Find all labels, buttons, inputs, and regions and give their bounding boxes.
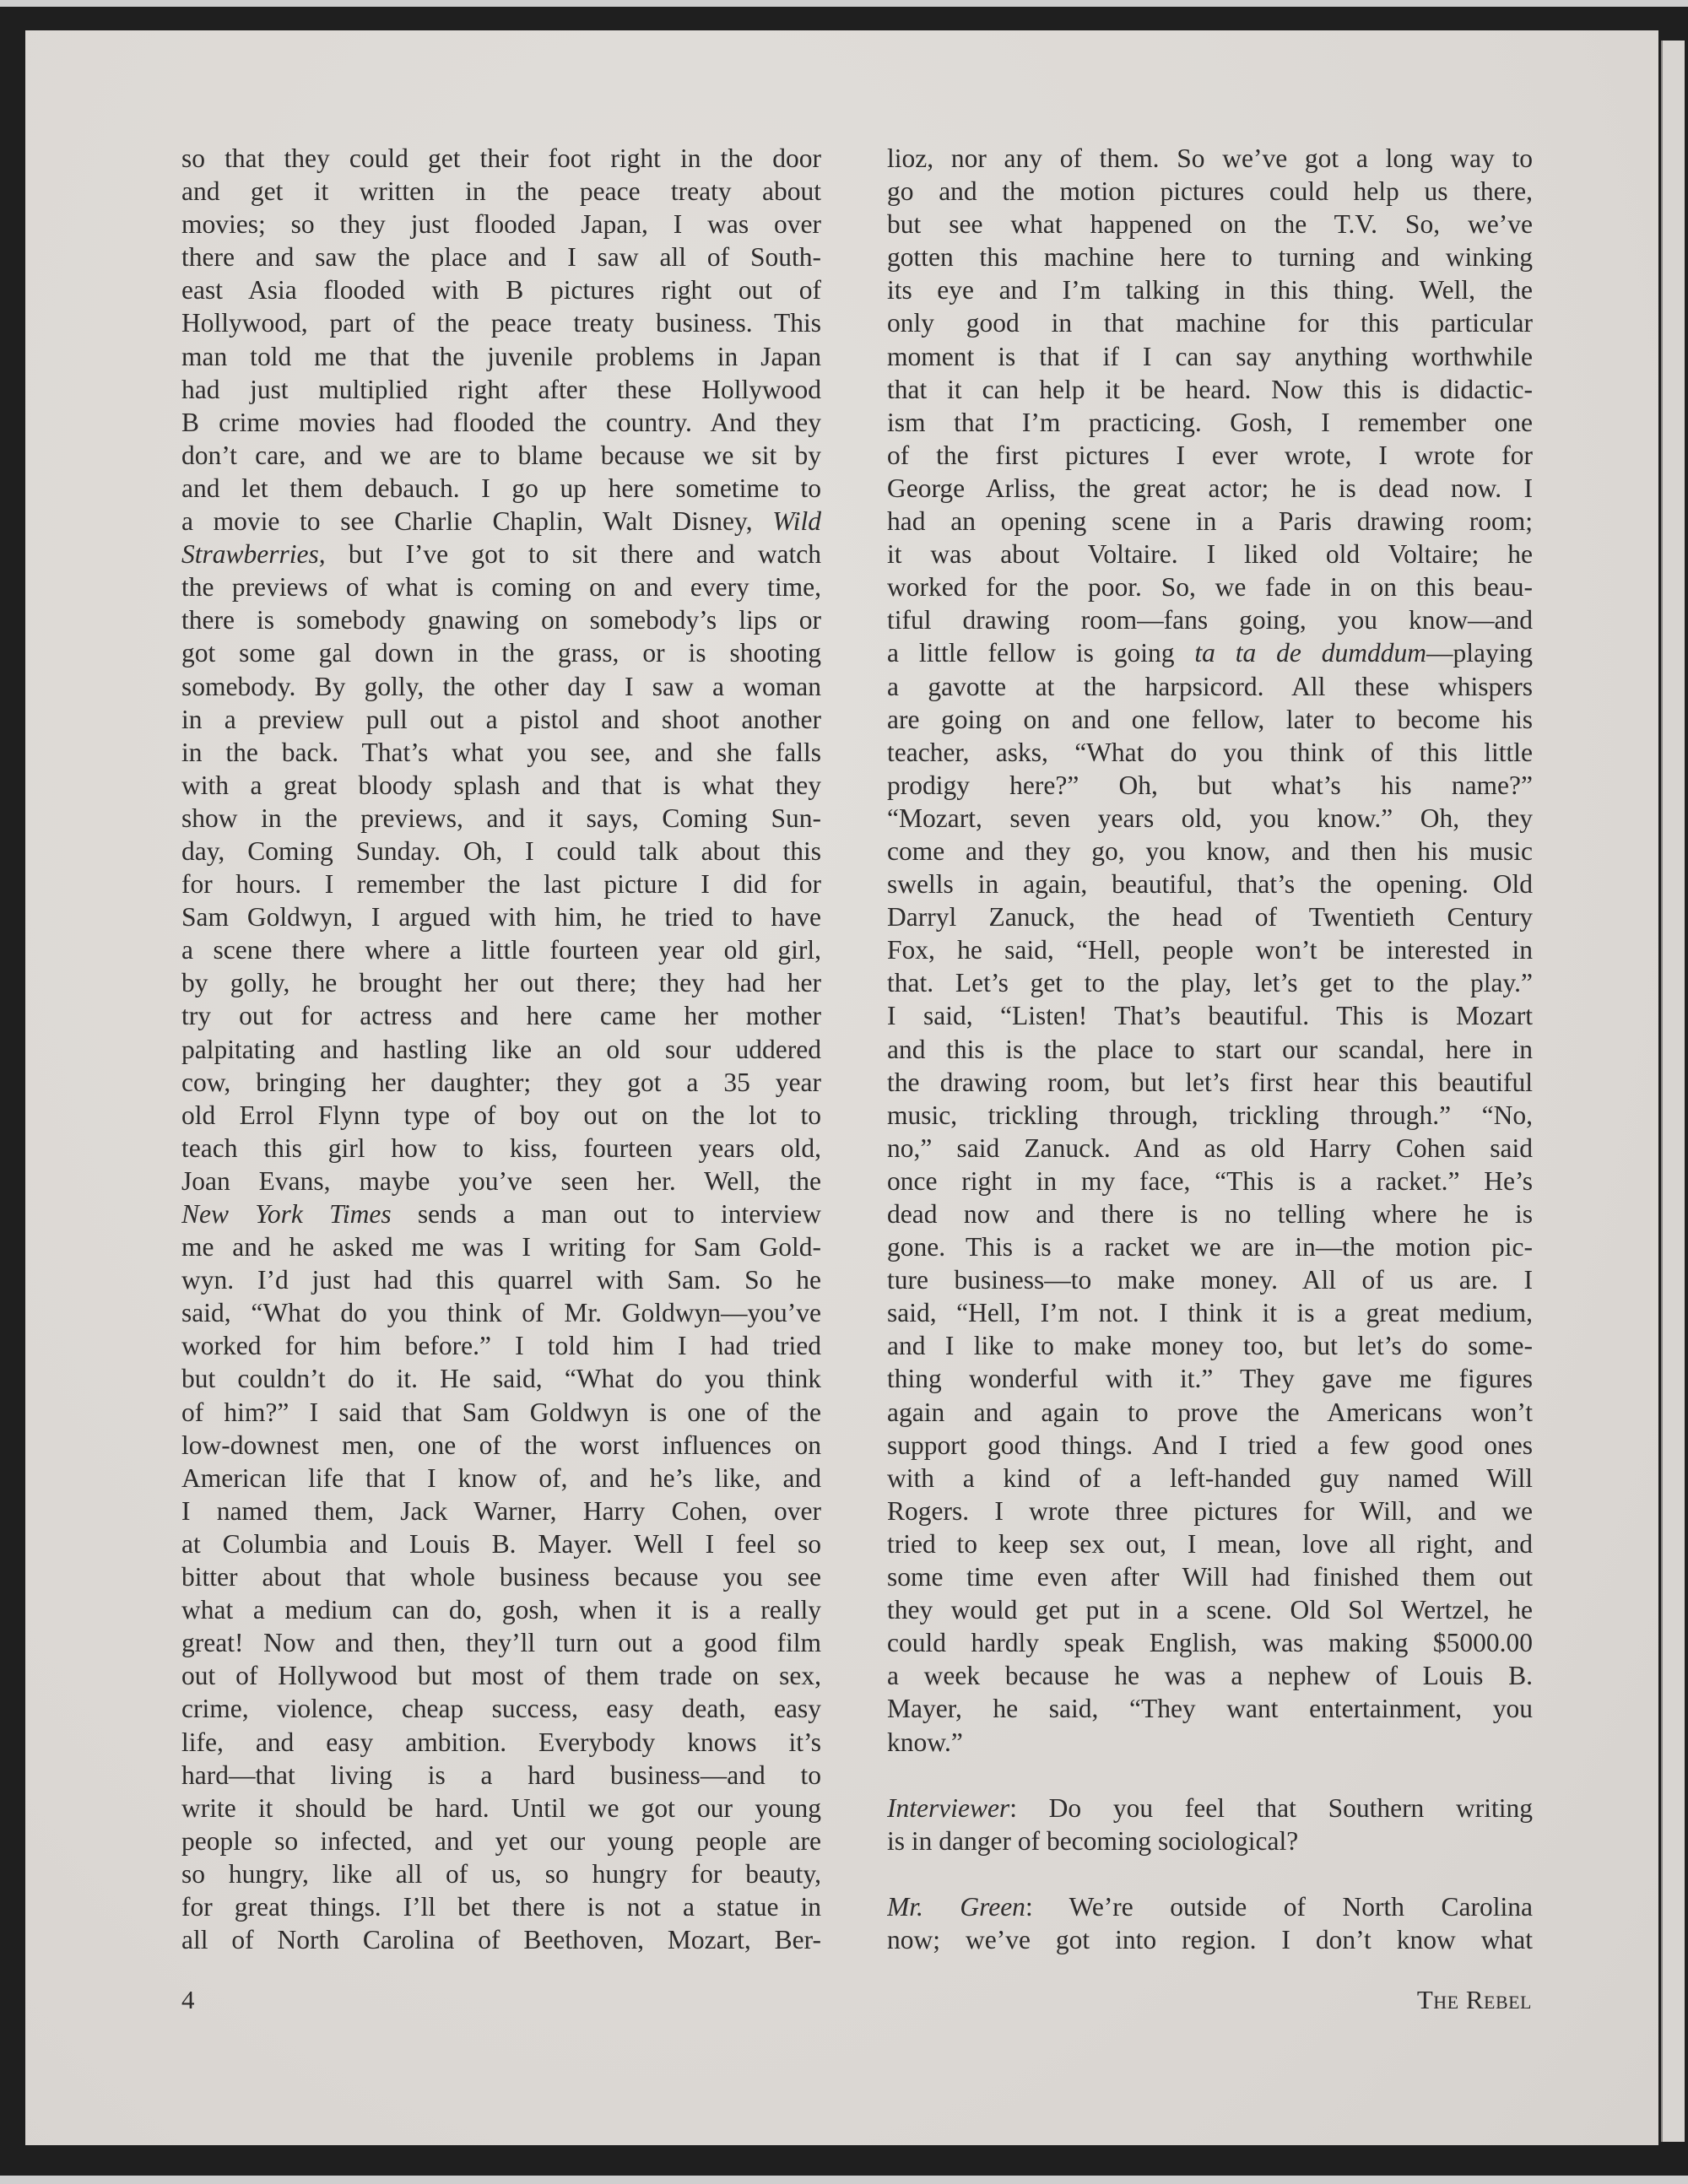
text-line <box>181 802 821 835</box>
text-line <box>181 1230 821 1263</box>
running-footer-title: The Rebel <box>1416 1985 1532 2014</box>
text-run: so hungry, like all of us, so hungry for beauty, <box>181 1858 821 1889</box>
italic-text-run: Interviewer <box>887 1792 1010 1823</box>
text-run: cow, bringing her daughter; they got a 35 year <box>181 1067 821 1097</box>
text-run: worked for the poor. So, we fade in on this beau- <box>887 572 1533 603</box>
text-line <box>181 1890 821 1923</box>
text-line <box>887 636 1533 669</box>
text-run: some time even after Will had finished them out <box>887 1562 1533 1592</box>
text-line <box>887 439 1533 472</box>
text-line <box>181 868 821 900</box>
text-run: now; we’ve got into region. I don’t know what <box>887 1925 1533 1955</box>
text-line <box>887 769 1533 802</box>
text-line <box>181 1132 821 1165</box>
text-run: are going on and one fellow, later to become his <box>887 704 1533 734</box>
text-line <box>181 603 821 636</box>
text-run: Mayer, he said, “They want entertainment, you <box>887 1694 1533 1724</box>
text-line <box>887 273 1533 306</box>
text-run: of him?” I said that Sam Goldwyn is one of the <box>181 1397 821 1427</box>
text-line <box>887 999 1533 1032</box>
text-line <box>181 1296 821 1329</box>
text-line <box>887 802 1533 835</box>
text-run: the previews of what is coming on and every time, <box>181 572 821 603</box>
italic-text-run: New York Times <box>181 1199 392 1229</box>
text-line <box>181 1396 821 1429</box>
scan-bottom-edge <box>0 2176 1688 2184</box>
text-run: know.” <box>887 1727 963 1757</box>
text-run: come and they go, you know, and then his music <box>887 835 1533 866</box>
text-line <box>887 868 1533 900</box>
text-run: sends a man out to interview <box>391 1199 821 1229</box>
text-line <box>887 736 1533 769</box>
text-run: a movie to see Charlie Chaplin, Walt Disney, <box>181 506 773 537</box>
text-line <box>887 1066 1533 1099</box>
text-line <box>887 1396 1533 1429</box>
text-run: east Asia flooded with B pictures right out of <box>181 275 821 305</box>
text-line <box>181 1792 821 1825</box>
text-line <box>887 1923 1533 1956</box>
text-line <box>887 505 1533 538</box>
text-line <box>181 1099 821 1132</box>
text-line <box>181 1626 821 1659</box>
text-run: for great things. I’ll bet there is not a statue in <box>181 1891 821 1922</box>
text-run: had just multiplied right after these Hollywood <box>181 374 821 404</box>
text-run: I said, “Listen! That’s beautiful. This is Mozart <box>887 1001 1533 1031</box>
text-line <box>181 1362 821 1395</box>
text-run: gone. This is a racket we are in—the motion pic- <box>887 1232 1533 1262</box>
adjacent-page-edge <box>1661 41 1685 2142</box>
text-run: had an opening scene in a Paris drawing room; <box>887 506 1533 537</box>
scan-top-edge <box>0 0 1688 7</box>
text-run: so that they could get their foot right in the door <box>181 143 821 173</box>
text-run: of the first pictures I ever wrote, I wrote for <box>887 440 1533 470</box>
text-line <box>887 1792 1533 1825</box>
text-run: it was about Voltaire. I liked old Voltaire; he <box>887 539 1533 570</box>
text-line <box>181 406 821 439</box>
text-run: Darryl Zanuck, the head of Twentieth Century <box>887 902 1533 933</box>
text-run: by golly, he brought her out there; they had her <box>181 968 821 998</box>
text-line <box>887 1462 1533 1495</box>
text-run: teach this girl how to kiss, fourteen years old, <box>181 1133 821 1163</box>
text-line <box>181 636 821 669</box>
text-run: with a kind of a left-handed guy named Will <box>887 1462 1533 1493</box>
text-line <box>181 472 821 505</box>
text-column-left <box>181 142 821 1956</box>
text-run: ture business—to make money. All of us are. I <box>887 1265 1533 1295</box>
text-line <box>887 208 1533 241</box>
text-line <box>181 306 821 339</box>
text-run: with a great bloody splash and that is what they <box>181 770 821 800</box>
text-line <box>887 603 1533 636</box>
text-line <box>887 306 1533 339</box>
text-run: got some gal down in the grass, or is shooting <box>181 638 821 668</box>
text-line <box>181 1462 821 1495</box>
text-run: said, “What do you think of Mr. Goldwyn—you’ve <box>181 1298 821 1328</box>
text-line <box>181 241 821 273</box>
text-line <box>887 1165 1533 1197</box>
text-run: they would get put in a scene. Old Sol Wertzel, he <box>887 1595 1533 1625</box>
text-line <box>887 1099 1533 1132</box>
text-line <box>181 570 821 603</box>
text-run: —playing <box>1426 638 1533 668</box>
text-line <box>887 933 1533 966</box>
text-run: Sam Goldwyn, I argued with him, he tried to have <box>181 902 821 933</box>
text-run: life, and easy ambition. Everybody knows it’s <box>181 1727 821 1757</box>
text-line <box>181 1659 821 1692</box>
text-run: palpitating and hastling like an old sour uddered <box>181 1034 821 1064</box>
text-line <box>181 340 821 373</box>
italic-text-run: ta ta de dumddum <box>1194 638 1426 668</box>
text-line <box>181 1726 821 1759</box>
text-line <box>887 1296 1533 1329</box>
paragraph-break <box>887 1857 1533 1890</box>
text-run: crime, violence, cheap success, easy death, easy <box>181 1694 821 1724</box>
text-line <box>887 373 1533 406</box>
text-run: Fox, he said, “Hell, people won’t be interested in <box>887 935 1533 965</box>
text-line <box>181 736 821 769</box>
text-line <box>181 208 821 241</box>
text-line <box>181 1066 821 1099</box>
text-line <box>887 1825 1533 1857</box>
text-line <box>181 439 821 472</box>
text-run: Joan Evans, maybe you’ve seen her. Well, the <box>181 1165 821 1196</box>
text-line <box>181 1560 821 1593</box>
text-run: music, trickling through, trickling through.” “No, <box>887 1100 1533 1130</box>
text-line <box>181 1759 821 1792</box>
text-line <box>181 505 821 538</box>
text-run: wyn. I’d just had this quarrel with Sam. So he <box>181 1265 821 1295</box>
text-run: lioz, nor any of them. So we’ve got a long way to <box>887 143 1533 173</box>
text-line <box>181 900 821 933</box>
text-line <box>887 1560 1533 1593</box>
text-line <box>181 273 821 306</box>
paragraph-break <box>887 1759 1533 1792</box>
text-run: and get it written in the peace treaty about <box>181 176 821 207</box>
text-run: bitter about that whole business because you see <box>181 1562 821 1592</box>
text-run: swells in again, beautiful, that’s the opening. Old <box>887 869 1533 900</box>
text-line <box>887 340 1533 373</box>
text-run: there and saw the place and I saw all of South- <box>181 242 821 273</box>
text-run: no,” said Zanuck. And as old Harry Cohen said <box>887 1133 1533 1163</box>
text-run: said, “Hell, I’m not. I think it is a great medium, <box>887 1298 1533 1328</box>
text-line <box>887 406 1533 439</box>
text-run: but see what happened on the T.V. So, we’ve <box>887 209 1533 240</box>
text-line <box>887 1726 1533 1759</box>
text-line <box>181 373 821 406</box>
text-run: that. Let’s get to the play, let’s get to the play.” <box>887 968 1533 998</box>
text-line <box>181 1857 821 1890</box>
text-line <box>887 1329 1533 1362</box>
text-line <box>887 1527 1533 1560</box>
text-line <box>887 1132 1533 1165</box>
text-run: show in the previews, and it says, Coming Sun- <box>181 803 821 833</box>
text-line <box>181 1197 821 1230</box>
text-run: worked for him before.” I told him I had tried <box>181 1331 821 1361</box>
text-run: the drawing room, but let’s first hear this beautiful <box>887 1067 1533 1097</box>
text-line <box>181 703 821 736</box>
text-line <box>887 1362 1533 1395</box>
text-run: is in danger of becoming sociological? <box>887 1825 1299 1856</box>
text-line <box>181 1165 821 1197</box>
text-run: don’t care, and we are to blame because we sit by <box>181 440 821 470</box>
italic-text-run: Mr. Green <box>887 1891 1025 1922</box>
text-run: write it should be hard. Until we got our young <box>181 1792 821 1823</box>
text-line <box>181 1429 821 1462</box>
text-line <box>887 1230 1533 1263</box>
text-line <box>887 472 1533 505</box>
text-line <box>887 142 1533 175</box>
text-run: : Do you feel that Southern writing <box>1009 1792 1533 1823</box>
text-run: low-downest men, one of the worst influences on <box>181 1430 821 1460</box>
text-run: movies; so they just flooded Japan, I was over <box>181 209 821 240</box>
text-run: people so infected, and yet our young people are <box>181 1825 821 1856</box>
text-line <box>887 835 1533 868</box>
text-line <box>181 1329 821 1362</box>
text-run: but I’ve got to sit there and watch <box>325 539 821 570</box>
text-run: a little fellow is going <box>887 638 1195 668</box>
text-line <box>887 1263 1533 1296</box>
text-run: support good things. And I tried a few good ones <box>887 1430 1533 1460</box>
text-run: a week because he was a nephew of Louis B. <box>887 1661 1533 1691</box>
italic-text-run: Strawberries, <box>181 539 326 570</box>
text-run: thing wonderful with it.” They gave me figures <box>887 1364 1533 1394</box>
text-run: out of Hollywood but most of them trade on sex, <box>181 1661 821 1691</box>
text-run: prodigy here?” Oh, but what’s his name?” <box>887 770 1533 800</box>
text-run: once right in my face, “This is a racket.” He’s <box>887 1165 1533 1196</box>
text-run: go and the motion pictures could help us there, <box>887 176 1533 207</box>
text-run: what a medium can do, gosh, when it is a really <box>181 1595 821 1625</box>
text-run: old Errol Flynn type of boy out on the lot to <box>181 1100 821 1130</box>
text-line <box>887 1626 1533 1659</box>
text-line <box>181 1495 821 1527</box>
text-run: tiful drawing room—fans going, you know—and <box>887 605 1533 635</box>
text-run: American life that I know of, and he’s like, and <box>181 1462 821 1493</box>
text-run: dead now and there is no telling where he is <box>887 1199 1533 1229</box>
text-column-right <box>887 142 1533 1956</box>
text-line <box>887 1495 1533 1527</box>
text-run: Hollywood, part of the peace treaty business. This <box>181 308 821 338</box>
text-run: a scene there where a little fourteen year old girl, <box>181 935 821 965</box>
text-line <box>887 1593 1533 1626</box>
text-run: gotten this machine here to turning and winking <box>887 242 1533 273</box>
text-run: and I like to make money too, but let’s do some- <box>887 1331 1533 1361</box>
text-run: a gavotte at the harpsicord. All these whispers <box>887 671 1533 701</box>
text-line <box>887 1197 1533 1230</box>
text-run: teacher, asks, “What do you think of this little <box>887 737 1533 767</box>
text-run: hard—that living is a hard business—and to <box>181 1760 821 1790</box>
text-line <box>887 1890 1533 1923</box>
text-run: and let them debauch. I go up here sometime to <box>181 473 821 503</box>
text-run: in the back. That’s what you see, and she falls <box>181 737 821 767</box>
text-line <box>887 900 1533 933</box>
text-line <box>887 703 1533 736</box>
text-run: only good in that machine for this particular <box>887 308 1533 338</box>
text-line <box>887 538 1533 570</box>
text-run: George Arliss, the great actor; he is dead now. I <box>887 473 1533 503</box>
text-run: great! Now and then, they’ll turn out a good film <box>181 1628 821 1658</box>
text-run: again and again to prove the Americans won’t <box>887 1397 1533 1427</box>
text-run: all of North Carolina of Beethoven, Mozart, Ber- <box>181 1925 821 1955</box>
text-line <box>181 769 821 802</box>
text-line <box>181 999 821 1032</box>
text-line <box>181 966 821 999</box>
text-line <box>181 175 821 208</box>
text-line <box>181 1033 821 1066</box>
text-line <box>181 1527 821 1560</box>
text-run: at Columbia and Louis B. Mayer. Well I feel so <box>181 1528 821 1559</box>
text-run: B crime movies had flooded the country. And they <box>181 407 821 437</box>
text-run: that it can help it be heard. Now this is didactic- <box>887 374 1533 404</box>
text-line <box>887 175 1533 208</box>
text-run: try out for actress and here came her mother <box>181 1001 821 1031</box>
page-number: 4 <box>181 1985 195 2014</box>
text-line <box>181 1923 821 1956</box>
text-run: its eye and I’m talking in this thing. Well, the <box>887 275 1533 305</box>
text-line <box>181 1263 821 1296</box>
text-line <box>181 1692 821 1725</box>
text-line <box>181 1825 821 1857</box>
text-line <box>181 670 821 703</box>
text-run: me and he asked me was I writing for Sam Gold- <box>181 1232 821 1262</box>
text-run: there is somebody gnawing on somebody’s lips or <box>181 605 821 635</box>
text-run: day, Coming Sunday. Oh, I could talk about this <box>181 835 821 866</box>
text-line <box>887 1659 1533 1692</box>
text-run: Rogers. I wrote three pictures for Will, and we <box>887 1495 1533 1526</box>
text-run: ism that I’m practicing. Gosh, I remember one <box>887 407 1533 437</box>
text-line <box>181 1593 821 1626</box>
text-line <box>181 538 821 570</box>
text-line <box>181 933 821 966</box>
text-line <box>887 670 1533 703</box>
text-line <box>887 1692 1533 1725</box>
text-run: somebody. By golly, the other day I saw a woman <box>181 671 821 701</box>
text-run: but couldn’t do it. He said, “What do you think <box>181 1364 821 1394</box>
italic-text-run: Wild <box>772 506 821 537</box>
text-run: in a preview pull out a pistol and shoot another <box>181 704 821 734</box>
text-run: man told me that the juvenile problems in Japan <box>181 341 821 371</box>
text-run: : We’re outside of North Carolina <box>1025 1891 1533 1922</box>
text-run: for hours. I remember the last picture I did for <box>181 869 821 900</box>
text-run: could hardly speak English, was making $5000.00 <box>887 1628 1533 1658</box>
text-run: tried to keep sex out, I mean, love all right, and <box>887 1528 1533 1559</box>
text-run: moment is that if I can say anything worthwhile <box>887 341 1533 371</box>
text-run: I named them, Jack Warner, Harry Cohen, over <box>181 1495 821 1526</box>
text-run: “Mozart, seven years old, you know.” Oh, they <box>887 803 1533 833</box>
text-line <box>887 570 1533 603</box>
text-line <box>181 142 821 175</box>
text-line <box>887 1429 1533 1462</box>
text-line <box>887 966 1533 999</box>
text-line <box>887 241 1533 273</box>
text-line <box>181 835 821 868</box>
text-line <box>887 1033 1533 1066</box>
text-run: and this is the place to start our scandal, here in <box>887 1034 1533 1064</box>
